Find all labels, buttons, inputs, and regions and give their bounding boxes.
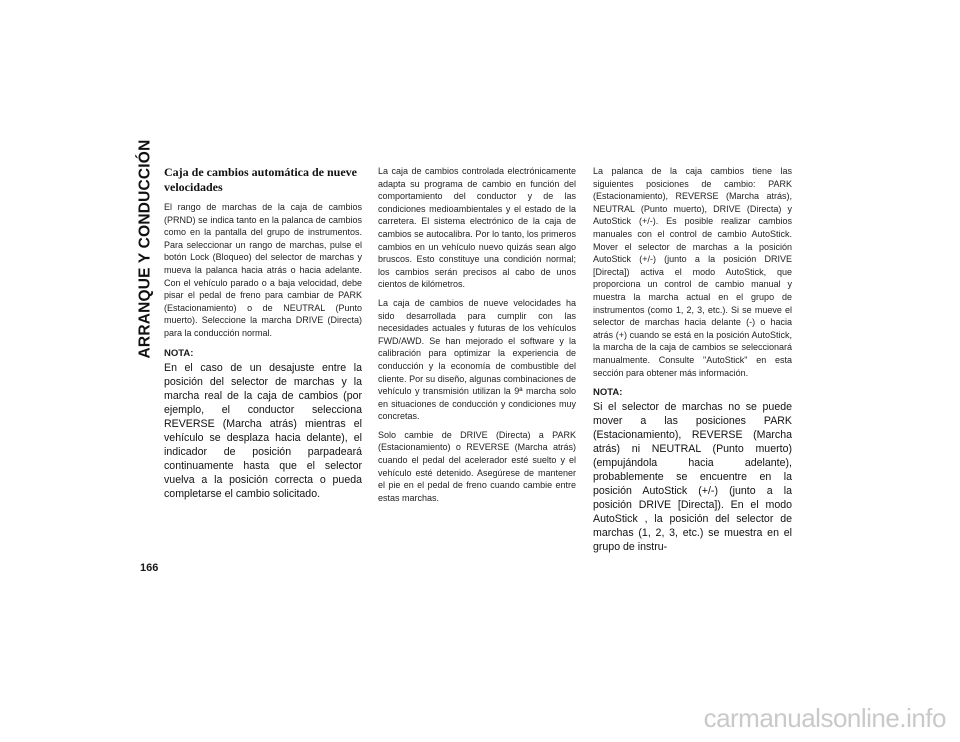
column-1 (164, 165, 362, 501)
note-label: NOTA: (593, 387, 623, 399)
note-text: En el caso de un desajuste entre la posición del selector de marchas y la marcha real de la caja de cambios (por ejemplo, el conductor selecciona REVERSE (Marcha atrás) mientras el vehículo se desplaza hacia delante), el indicador de posición parpadeará continuamente hasta que el selector vuelva a la posición correcta o pueda completarse el cambio solicitado. (164, 361, 362, 500)
column-3 (593, 165, 792, 554)
watermark: carmanualsonline.info (703, 703, 946, 733)
note-label: NOTA: (164, 347, 194, 359)
page-number: 166 (140, 562, 159, 574)
paragraph: La caja de cambios controlada electrónicamente adapta su programa de cambio en función del comportamiento del conductor y de las condiciones medioambientales y el estado de la carretera. El sistema electrónico de la caja de cambios se autocalibra. Por lo tanto, los primeros cambios en un vehículo nuevo quizás sean algo bruscos. Esto constituye una condición normal; los cambios serán precisos al cabo de unos cientos de kilómetros. (378, 166, 576, 290)
note-text: Si el selector de marchas no se puede mover a las posiciones PARK (Estacionamiento), REVERSE (Marcha atrás) ni NEUTRAL (Punto muerto) (empujándola hacia adelante), probablemente se encuentre en la posición AutoStick (+/-) (junto a la posición DRIVE [Directa]). En el modo AutoStick , la posición del selector de marchas (1, 2, 3, etc.) se muestra en el grupo de instru- (593, 401, 792, 554)
column-2 (378, 165, 576, 510)
paragraph: El rango de marchas de la caja de cambios (PRND) se indica tanto en la palanca de cambios como en la pantalla del grupo de instrumentos. Para seleccionar un rango de marchas, pulse el botón Lock (Bloqueo) del selector de marchas y mueva la palanca hacia atrás o hacia adelante. Con el vehículo parado o a baja velocidad, debe pisar el pedal de freno para cambiar de PARK (Estacionamiento) o de NEUTRAL (Punto muerto). Seleccione la marcha DRIVE (Directa) para la conducción normal. (164, 202, 362, 338)
paragraph: Solo cambie de DRIVE (Directa) a PARK (Estacionamiento) o REVERSE (Marcha atrás) cuando el pedal del acelerador esté suelto y el vehículo esté detenido. Asegúrese de mantener el pie en el pedal de freno cuando cambie entre estas marchas. (378, 429, 576, 503)
section-heading: Caja de cambios automática de nueve velocidades (164, 165, 357, 194)
section-tab-label: ARRANQUE Y CONDUCCIÓN (136, 139, 154, 359)
paragraph: La caja de cambios de nueve velocidades ha sido desarrollada para cumplir con las necesidades actuales y futuras de los vehículos FWD/AWD. Se han mejorado el software y la calibración para optimizar la experiencia de conducción y la economía de combustible del cliente. Por su diseño, algunas combinaciones de vehículo y transmisión utilizan la 9ª marcha solo en situaciones de conducción y condiciones muy concretas. (378, 297, 576, 422)
paragraph: La palanca de la caja cambios tiene las siguientes posiciones de cambio: PARK (Estacionamiento), REVERSE (Marcha atrás), NEUTRAL (Punto muerto), DRIVE (Directa) y AutoStick (+/-). Es posible realizar cambios manuales con el control de cambio AutoStick. Mover el selector de marchas a la posición AutoStick (+/-) (junto a la posición DRIVE [Directa]) activa el modo AutoStick, que proporciona un control de cambio manual y muestra la marcha actual en el grupo de instrumentos (como 1, 2, 3, etc.). Si se mueve el selector de marchas hacia delante (-) o hacia atrás (+) cuando se está en la posición AutoStick, la marcha de la caja de cambios se seleccionará manualmente. Consulte "AutoStick" en esta sección para obtener más información. (593, 166, 792, 378)
section-tab (134, 139, 156, 359)
